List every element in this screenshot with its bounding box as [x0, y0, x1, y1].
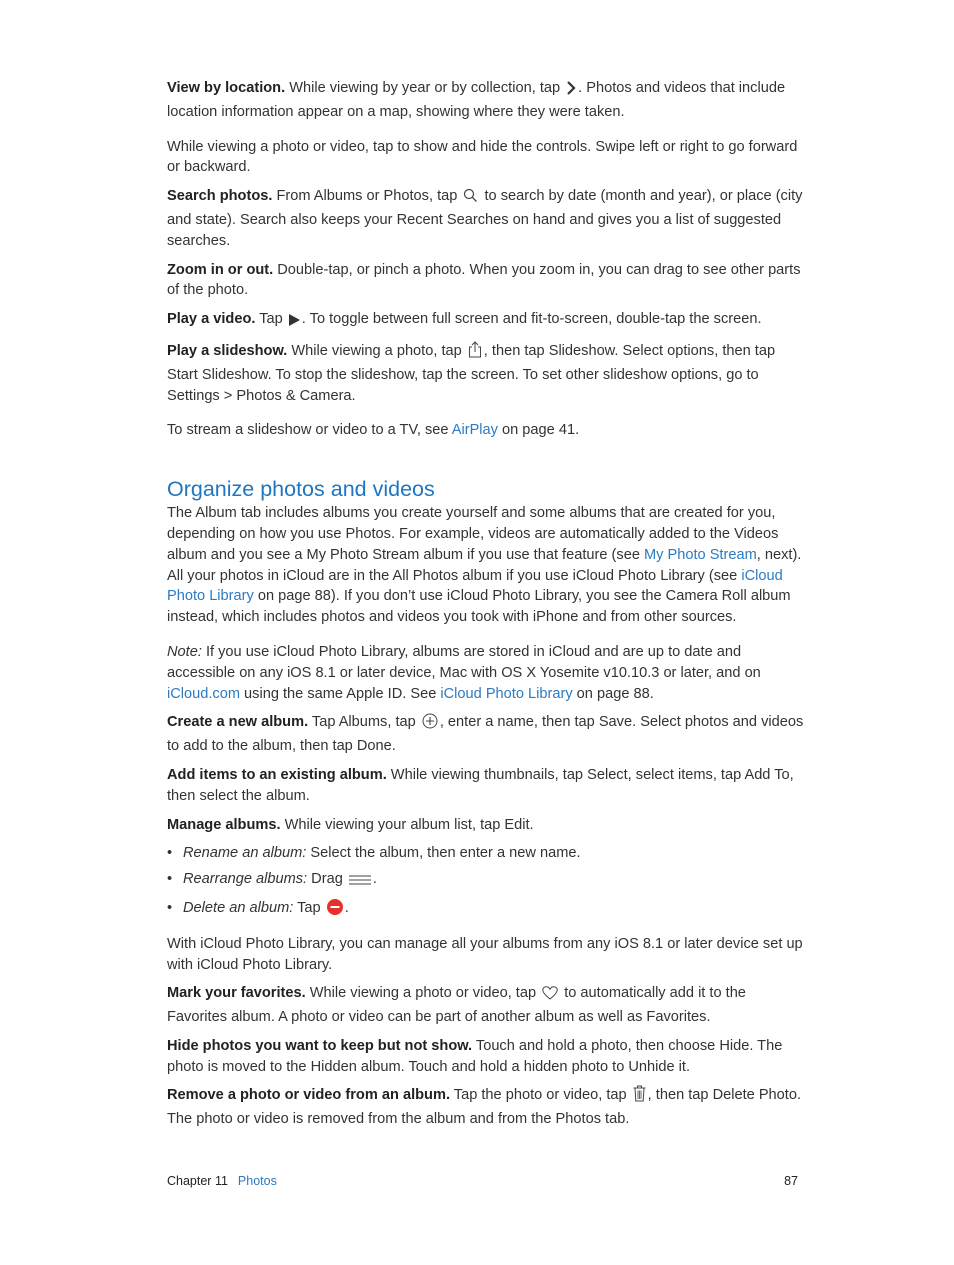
lead-text: Add items to an existing album.: [167, 766, 387, 783]
heart-icon: [542, 986, 558, 1007]
paragraph-album-tab: The Album tab includes albums you create yourself and some albums that are created for you, depending on how you use Photos. For example, videos are automatically added to the Videos album and you see a My Photo Stream album if you use that feature (see My Photo Stream, next). All your photos in iCloud are in the All Photos album if you use iCloud Photo Library (see iCloud Photo Library on page 88). If you don’t use iCloud Photo Library, you see the Camera Roll album instead, which includes photos and videos you took with iPhone and from other sources.: [167, 505, 802, 626]
icloud-photo-library-link[interactable]: iCloud Photo Library: [440, 685, 573, 702]
chapter-label: Chapter 11: [167, 1174, 228, 1188]
delete-circle-icon: [327, 899, 343, 922]
icloud-photo-library-link[interactable]: iCloud Photo Library: [167, 567, 783, 605]
lead-text: View by location.: [167, 80, 286, 96]
paragraph-create-album: Create a new album. Tap Albums, tap , enter a name, then tap Save. Select photos and videos to add to the album, then tap Done.: [167, 714, 804, 755]
lead-text: Remove a photo or video from an album.: [167, 1087, 450, 1104]
add-circle-icon: [422, 713, 438, 736]
lead-text: Create a new album.: [167, 714, 309, 731]
page-number: 87: [784, 1174, 798, 1188]
paragraph-view-by-location: View by location. While viewing by year or by collection, tap . Photos and videos that include location information appear on a map, showing where they were taken.: [167, 80, 786, 120]
paragraph-icloud-manage: With iCloud Photo Library, you can manage all your albums from any iOS 8.1 or later device set up with iCloud Photo Library.: [167, 935, 803, 973]
list-item: • Delete an album: Tap .: [167, 898, 807, 922]
paragraph-zoom: Zoom in or out. Double-tap, or pinch a photo. When you zoom in, you can drag to see other parts of the photo.: [167, 261, 801, 299]
lead-text: Search photos.: [167, 188, 273, 205]
paragraph-controls: While viewing a photo or video, tap to show and hide the controls. Swipe left or right to go forward or backward.: [167, 138, 798, 176]
bullet-dot: •: [167, 871, 173, 888]
page-body: [167, 78, 807, 1138]
list-item: • Rearrange albums: Drag .: [167, 869, 807, 893]
bullet-dot: •: [167, 899, 173, 916]
my-photo-stream-link[interactable]: My Photo Stream: [644, 546, 757, 563]
bullet-list: [167, 843, 807, 921]
lead-text: Manage albums.: [167, 816, 281, 833]
list-item: • Rename an album: Select the album, then enter a new name.: [167, 843, 807, 864]
drag-handle-icon: [349, 872, 371, 893]
play-icon: [289, 312, 300, 333]
note-label: Note:: [167, 643, 202, 660]
bullet-dot: •: [167, 845, 173, 862]
paragraph-hide-photos: Hide photos you want to keep but not show. Touch and hold a photo, then choose Hide. The photo is moved to the Hidden album. Touch and hold a hidden photo to Unhide it.: [167, 1037, 783, 1075]
page-footer: [167, 1172, 798, 1190]
icloud-com-link[interactable]: iCloud.com: [167, 685, 240, 702]
lead-text: Play a video.: [167, 311, 256, 328]
lead-text: Hide photos you want to keep but not show.: [167, 1037, 473, 1054]
paragraph-manage-albums: Manage albums. While viewing your album list, tap Edit.: [167, 816, 534, 833]
lead-text: Mark your favorites.: [167, 985, 306, 1002]
section-heading: Organize photos and videos: [167, 477, 435, 502]
trash-icon: [633, 1085, 646, 1109]
search-icon: [463, 188, 478, 210]
paragraph-search-photos: Search photos. From Albums or Photos, tap to search by date (month and year), or place (city and state). Search also keeps your Recent Searches on hand and gives you a list of suggested searches.: [167, 188, 803, 249]
paragraph-add-items: Add items to an existing album. While viewing thumbnails, tap Select, select items, tap Add To, then select the album.: [167, 766, 794, 804]
share-icon: [468, 341, 482, 365]
airplay-link[interactable]: AirPlay: [451, 422, 498, 439]
chapter-link[interactable]: Photos: [237, 1174, 277, 1188]
paragraph-slideshow: Play a slideshow. While viewing a photo, tap , then tap Slideshow. Select options, then tap Start Slideshow. To stop the slideshow, tap the screen. To set other slideshow options, go to Settings > Photos & Camera.: [167, 342, 776, 404]
paragraph-play-video: Play a video. Tap . To toggle between full screen and fit-to-screen, double-tap the screen.: [167, 309, 807, 333]
paragraph-stream: To stream a slideshow or video to a TV, see AirPlay on page 41.: [167, 422, 580, 439]
paragraph-favorites: Mark your favorites. While viewing a photo or video, tap to automatically add it to the Favorites album. A photo or video can be part of another album as well as Favorites.: [167, 985, 746, 1026]
paragraph-remove-photo: Remove a photo or video from an album. Tap the photo or video, tap , then tap Delete Photo. The photo or video is removed from the album and from the Photos tab.: [167, 1087, 802, 1128]
chevron-right-icon: [566, 81, 576, 102]
note-paragraph: Note: If you use iCloud Photo Library, albums are stored in iCloud and are up to date and accessible on any iOS 8.1 or later device, Mac with OS X Yosemite v10.10.3 or later, and on iCloud.com using the same Apple ID. See iCloud Photo Library on page 88.: [167, 643, 761, 702]
lead-text: Zoom in or out.: [167, 261, 274, 278]
lead-text: Play a slideshow.: [167, 342, 288, 359]
